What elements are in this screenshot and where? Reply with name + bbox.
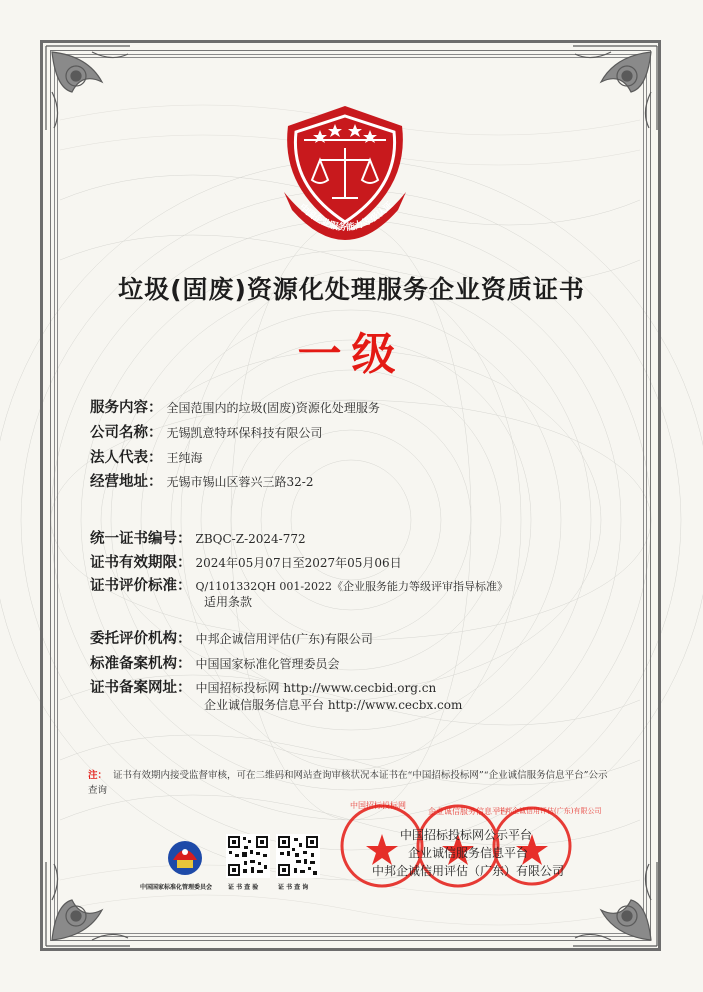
standard-agency-value: 中国国家标准化管理委员会 [195, 657, 340, 671]
seal-text-3: 中邦企诚信用评估(广东)有限公司 [498, 807, 602, 815]
qr-query-caption: 证 书 查 询 [278, 884, 309, 891]
field-value: 无锡凯意特环保科技有限公司 [166, 426, 323, 440]
cert-validity-value: 2024年05月07日至2027年05月06日 [195, 556, 402, 570]
qr-verify-caption: 证 书 查 验 [228, 884, 259, 891]
field-value: 无锡市锡山区蓉兴三路32-2 [166, 475, 314, 489]
cert-standard [90, 574, 508, 595]
corner-ornament-icon [569, 42, 661, 134]
eval-agency [90, 627, 373, 648]
certificate-level: 一级 [297, 329, 406, 380]
cert-standard-label: 证书评价标准： [90, 578, 192, 594]
field-company [90, 421, 323, 442]
record-site-value: 中国招标投标网 http://www.cecbid.org.cn [195, 681, 437, 695]
field-value: 全国范围内的垃圾(固废)资源化处理服务 [166, 401, 380, 415]
seal-text-1: 中国招标投标网 [350, 801, 406, 810]
note-text: 证书有效期内接受监督审核，可在二维码和网站查询审核状况本证书在“中国招标投标网”“企业诚信服务信息平台”公示查询 [88, 770, 608, 796]
eval-agency-value: 中邦企诚信用评估(广东)有限公司 [195, 632, 373, 646]
corner-ornament-icon [42, 42, 134, 134]
field-value: 王纯海 [166, 451, 203, 465]
standard-agency-label: 标准备案机构： [90, 656, 192, 672]
seal-text-2: 企业诚信服务信息平台 [428, 807, 508, 816]
issuer-line-2: 企业诚信服务信息平台 [408, 846, 529, 860]
sac-caption: 中国国家标准化管理委员会 [140, 884, 213, 891]
qr-verify-icon[interactable] [226, 834, 270, 878]
cert-validity [90, 551, 402, 572]
cert-id-value: ZBQC-Z-2024-772 [195, 532, 306, 546]
emblem-text: 中国企业服务能力等级认证 [296, 200, 396, 234]
cert-id [90, 527, 306, 548]
certificate-title: 垃圾(固废)资源化处理服务企业资质证书 [118, 275, 585, 304]
field-legal-rep [90, 446, 203, 467]
standard-agency [90, 652, 340, 673]
cert-id-label: 统一证书编号： [90, 531, 192, 547]
field-label: 服务内容： [90, 400, 163, 416]
field-label: 公司名称： [90, 425, 163, 441]
field-service [90, 396, 380, 417]
field-label: 经营地址： [90, 474, 163, 490]
record-site-label: 证书备案网址： [90, 680, 192, 696]
corner-ornament-icon [42, 858, 134, 950]
cert-validity-label: 证书有效期限： [90, 555, 192, 571]
issuer-line-1: 中国招标投标网公示平台 [400, 828, 533, 842]
cert-standard-value: Q/1101332QH 001-2022《企业服务能力等级评审指导标准》 [195, 580, 509, 593]
cert-standard-value-line2: 适用条款 [204, 595, 253, 609]
issuer-line-3: 中邦企诚信用评估（广东）有限公司 [372, 864, 565, 878]
corner-ornament-icon [569, 858, 661, 950]
certificate-note [88, 768, 608, 798]
sac-logo-icon [164, 838, 206, 878]
eval-agency-label: 委托评价机构： [90, 631, 192, 647]
field-label: 法人代表： [90, 450, 163, 466]
record-site-value-line2: 企业诚信服务信息平台 http://www.cecbx.com [204, 698, 463, 712]
note-mark: 注： [88, 770, 108, 781]
record-site [90, 676, 436, 697]
field-address [90, 470, 313, 491]
certification-emblem-icon [270, 100, 420, 248]
qr-query-icon[interactable] [276, 834, 320, 878]
